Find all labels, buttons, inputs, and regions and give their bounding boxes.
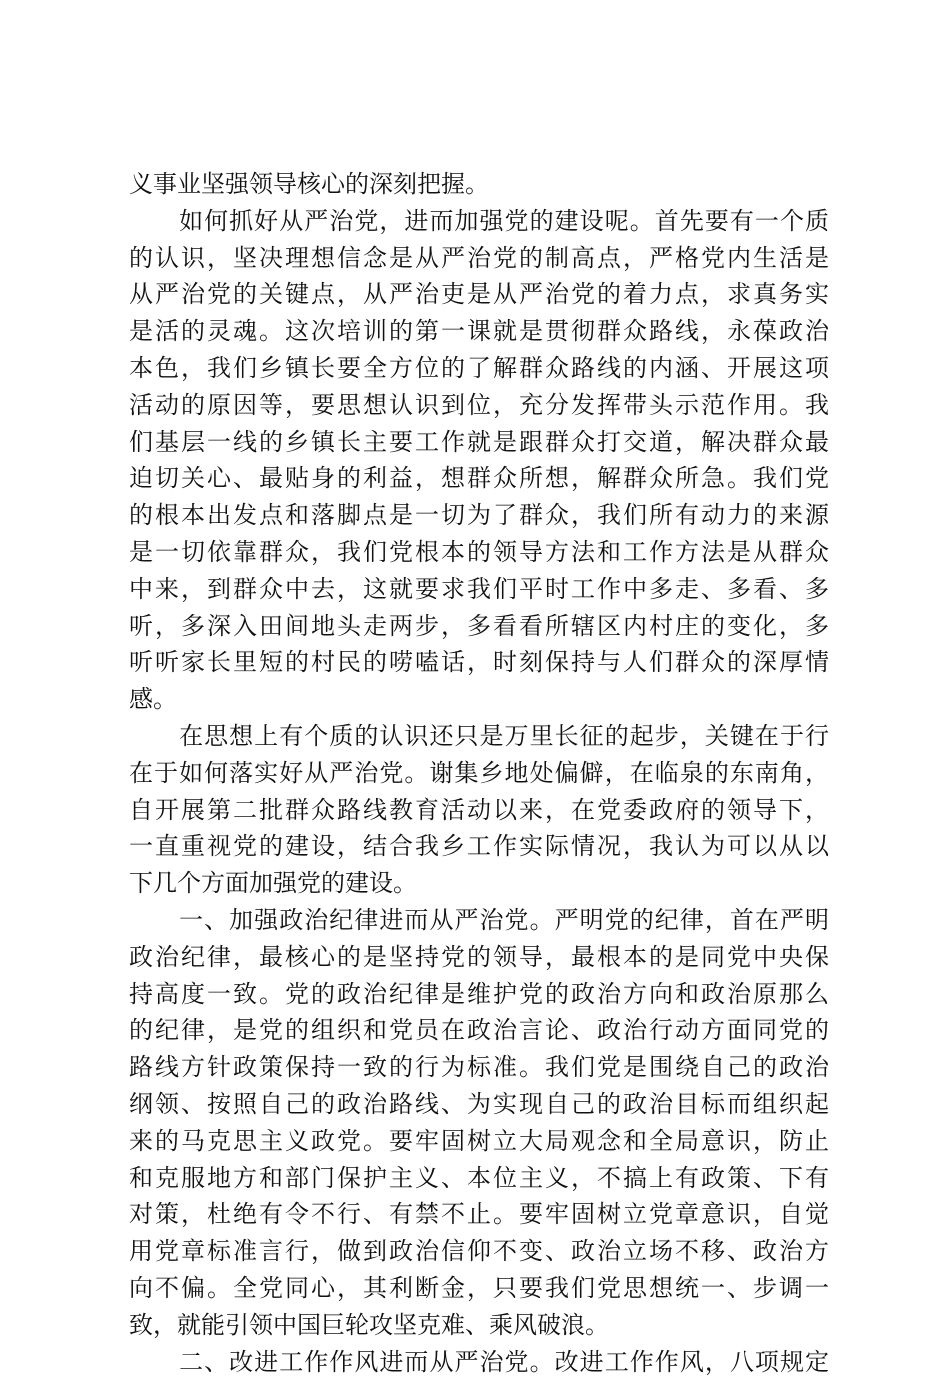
text-line: 纲领、按照自己的政治路线、为实现自己的政治目标而组织起 <box>129 1086 829 1123</box>
text-line: 听，多深入田间地头走两步，多看看所辖区内村庄的变化，多 <box>129 608 829 645</box>
text-line: 迫切关心、最贴身的利益，想群众所想，解群众所急。我们党 <box>129 460 829 497</box>
text-line: 政治纪律，最核心的是坚持党的领导，最根本的是同党中央保 <box>129 939 829 976</box>
text-line: 和克服地方和部门保护主义、本位主义，不搞上有政策、下有 <box>129 1160 829 1197</box>
text-line: 是一切依靠群众，我们党根本的领导方法和工作方法是从群众 <box>129 534 829 571</box>
text-line: 自开展第二批群众路线教育活动以来，在党委政府的领导下， <box>129 792 829 829</box>
text-line: 活动的原因等，要思想认识到位，充分发挥带头示范作用。我 <box>129 387 829 424</box>
text-line: 中来，到群众中去，这就要求我们平时工作中多走、多看、多 <box>129 571 829 608</box>
text-line: 义事业坚强领导核心的深刻把握。 <box>129 166 829 203</box>
text-line: 在于如何落实好从严治党。谢集乡地处偏僻，在临泉的东南角， <box>129 755 829 792</box>
text-line: 下几个方面加强党的建设。 <box>129 865 829 902</box>
text-line: 一直重视党的建设，结合我乡工作实际情况，我认为可以从以 <box>129 828 829 865</box>
text-line: 们基层一线的乡镇长主要工作就是跟群众打交道，解决群众最 <box>129 424 829 461</box>
text-line: 本色，我们乡镇长要全方位的了解群众路线的内涵、开展这项 <box>129 350 829 387</box>
text-line: 用党章标准言行，做到政治信仰不变、政治立场不移、政治方 <box>129 1233 829 1270</box>
text-line: 听听家长里短的村民的唠嗑话，时刻保持与人们群众的深厚情 <box>129 644 829 681</box>
text-line: 的纪律，是党的组织和党员在政治言论、政治行动方面同党的 <box>129 1012 829 1049</box>
text-line: 从严治党的关键点，从严治吏是从严治党的着力点，求真务实 <box>129 276 829 313</box>
text-line: 二、改进工作作风进而从严治党。改进工作作风，八项规定 <box>129 1344 829 1380</box>
text-line: 向不偏。全党同心，其利断金，只要我们党思想统一、步调一 <box>129 1270 829 1307</box>
text-line: 路线方针政策保持一致的行为标准。我们党是围绕自己的政治 <box>129 1049 829 1086</box>
text-line: 的根本出发点和落脚点是一切为了群众，我们所有动力的来源 <box>129 497 829 534</box>
body-text <box>129 166 829 1380</box>
text-line: 致，就能引领中国巨轮攻坚克难、乘风破浪。 <box>129 1307 829 1344</box>
text-line: 来的马克思主义政党。要牢固树立大局观念和全局意识，防止 <box>129 1123 829 1160</box>
text-line: 持高度一致。党的政治纪律是维护党的政治方向和政治原那么 <box>129 976 829 1013</box>
text-line: 对策，杜绝有令不行、有禁不止。要牢固树立党章意识，自觉 <box>129 1196 829 1233</box>
text-line: 在思想上有个质的认识还只是万里长征的起步，关键在于行 <box>129 718 829 755</box>
text-line: 一、加强政治纪律进而从严治党。严明党的纪律，首在严明 <box>129 902 829 939</box>
text-line: 感。 <box>129 681 829 718</box>
text-line: 是活的灵魂。这次培训的第一课就是贯彻群众路线，永葆政治 <box>129 313 829 350</box>
text-line: 如何抓好从严治党，进而加强党的建设呢。首先要有一个质 <box>129 203 829 240</box>
text-line: 的认识，坚决理想信念是从严治党的制高点，严格党内生活是 <box>129 240 829 277</box>
